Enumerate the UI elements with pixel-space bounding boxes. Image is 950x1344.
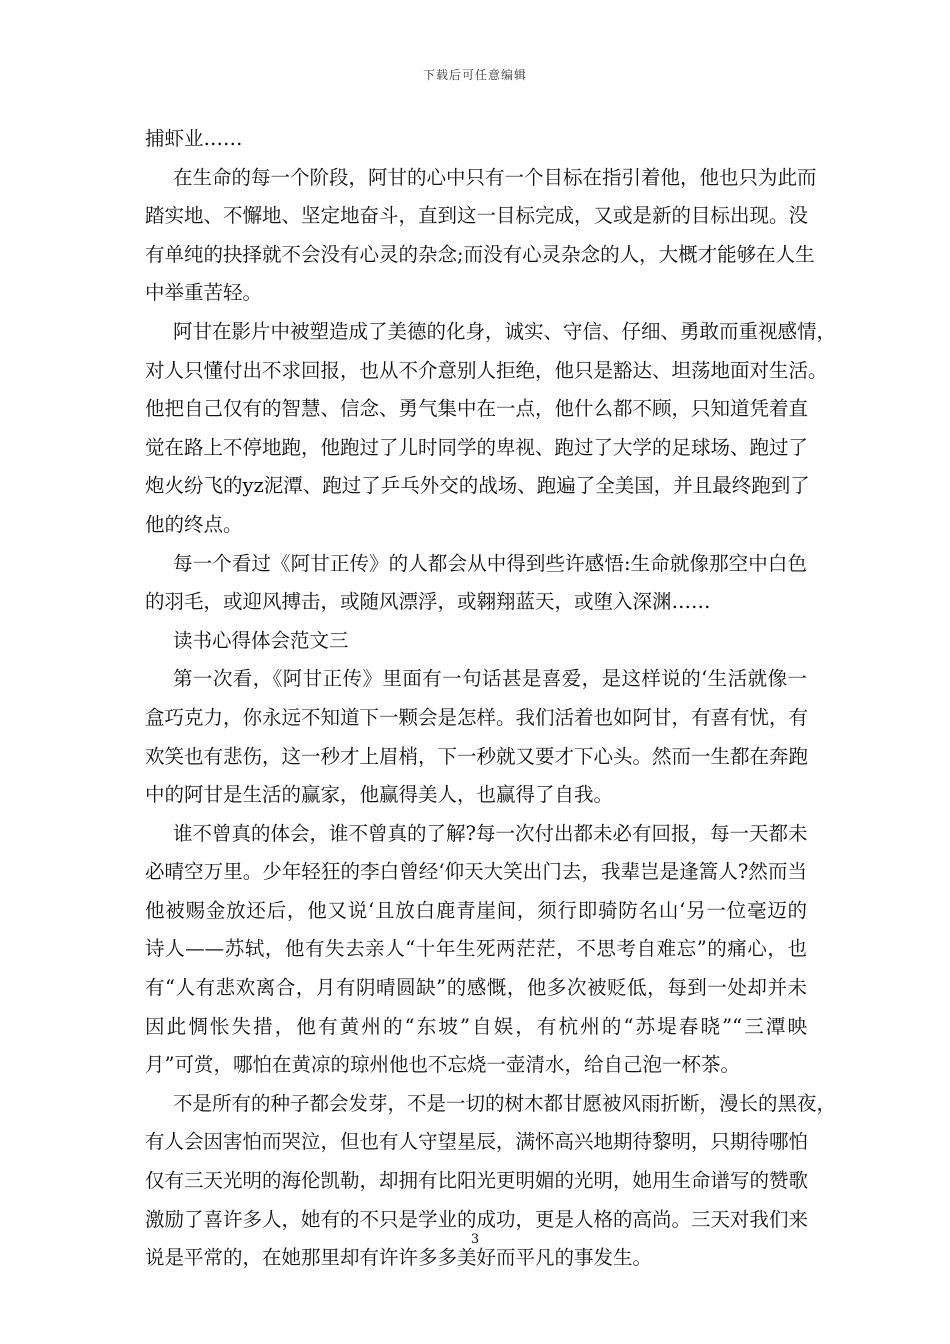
text-line: 中举重苦轻。: [145, 281, 263, 305]
text-line: 激励了喜许多人，她有的不只是学业的成功，更是人格的高尚。三天对我们来: [145, 1207, 809, 1231]
text-line: 谁不曾真的体会，谁不曾真的了解?每一次付出都未必有回报，每一天都未: [173, 821, 808, 845]
text-line: 捕虾业……: [145, 127, 243, 150]
text-line: 觉在路上不停地跑，他跑过了儿时同学的卑视、跑过了大学的足球场、跑过了: [145, 435, 809, 459]
text-line: 他的终点。: [145, 512, 243, 536]
text-line: 炮火纷飞的yz泥潭、跑过了乒乓外交的战场、跑遍了全美国，并且最终跑到了: [145, 474, 810, 498]
text-line: 每一个看过《阿甘正传》的人都会从中得到些许感悟:生命就像那空中白色: [173, 551, 807, 575]
text-line: 说是平常的，在她那里却有许许多多美好而平凡的事发生。: [145, 1246, 653, 1270]
text-line: 不是所有的种子都会发芽，不是一切的树木都甘愿被风雨折断，漫长的黑夜，: [173, 1091, 837, 1115]
text-line: 在生命的每一个阶段，阿甘的心中只有一个目标在指引着他，他也只为此而: [173, 165, 817, 189]
text-line: 他把自己仅有的智慧、信念、勇气集中在一点，他什么都不顾，只知道凭着直: [145, 397, 809, 421]
text-line: 有“人有悲欢离合，月有阴晴圆缺”的感慨，他多次被贬低，每到一处却并未: [145, 976, 807, 1000]
text-line: 第一次看，《阿甘正传》里面有一句话甚是喜爱，是这样说的‘生活就像一: [173, 667, 807, 691]
text-line: 月”可赏，哪怕在黄凉的琼州他也不忘烧一壶清水，给自己泡一杯茶。: [145, 1053, 740, 1077]
text-line: 必晴空万里。少年轻狂的李白曾经‘仰天大笑出门去，我辈岂是逢篙人?然而当: [145, 860, 807, 884]
text-line: 中的阿甘是生活的赢家，他赢得美人，也赢得了自我。: [145, 783, 614, 807]
text-line: 踏实地、不懈地、坚定地奋斗，直到这一目标完成，又或是新的目标出现。没: [145, 204, 809, 228]
text-line: 盒巧克力，你永远不知道下一颗会是怎样。我们活着也如阿甘，有喜有忧，有: [145, 705, 809, 729]
text-line: 有人会因害怕而哭泣，但也有人守望星辰，满怀高兴地期待黎明，只期待哪怕: [145, 1130, 809, 1154]
text-line: 的羽毛，或迎风搏击，或随风漂浮，或翱翔蓝天，或堕入深渊……: [145, 590, 711, 614]
text-line: 仅有三天光明的海伦凯勒，却拥有比阳光更明媚的光明，她用生命谱写的赞歌: [145, 1169, 809, 1193]
body-text: [145, 120, 837, 1278]
text-line: 有单纯的抉择就不会没有心灵的杂念;而没有心灵杂念的人，大概才能够在人生: [145, 242, 815, 266]
text-line: 阿甘在影片中被塑造成了美德的化身，诚实、守信、仔细、勇敢而重视感情，: [173, 319, 837, 343]
text-line: 因此惆怅失措，他有黄州的“东坡”自娱，有杭州的“苏堤春晓”“三潭映: [145, 1014, 807, 1038]
page-header: 下载后可任意编辑: [422, 68, 527, 82]
text-line: 他被赐金放还后，他又说‘且放白鹿青崖间，须行即骑防名山‘另一位毫迈的: [145, 898, 807, 922]
page-number: 3: [470, 1232, 480, 1247]
text-line: 诗人——苏轼，他有失去亲人“十年生死两茫茫，不思考自难忘”的痛心，也: [145, 937, 807, 961]
text-line: 对人只懂付出不求回报，也从不介意别人拒绝，他只是豁达、坦荡地面对生活。: [145, 358, 828, 382]
text-line: 读书心得体会范文三: [173, 628, 349, 652]
text-line: 欢笑也有悲伤，这一秒才上眉梢，下一秒就又要才下心头。然而一生都在奔跑: [145, 744, 809, 768]
